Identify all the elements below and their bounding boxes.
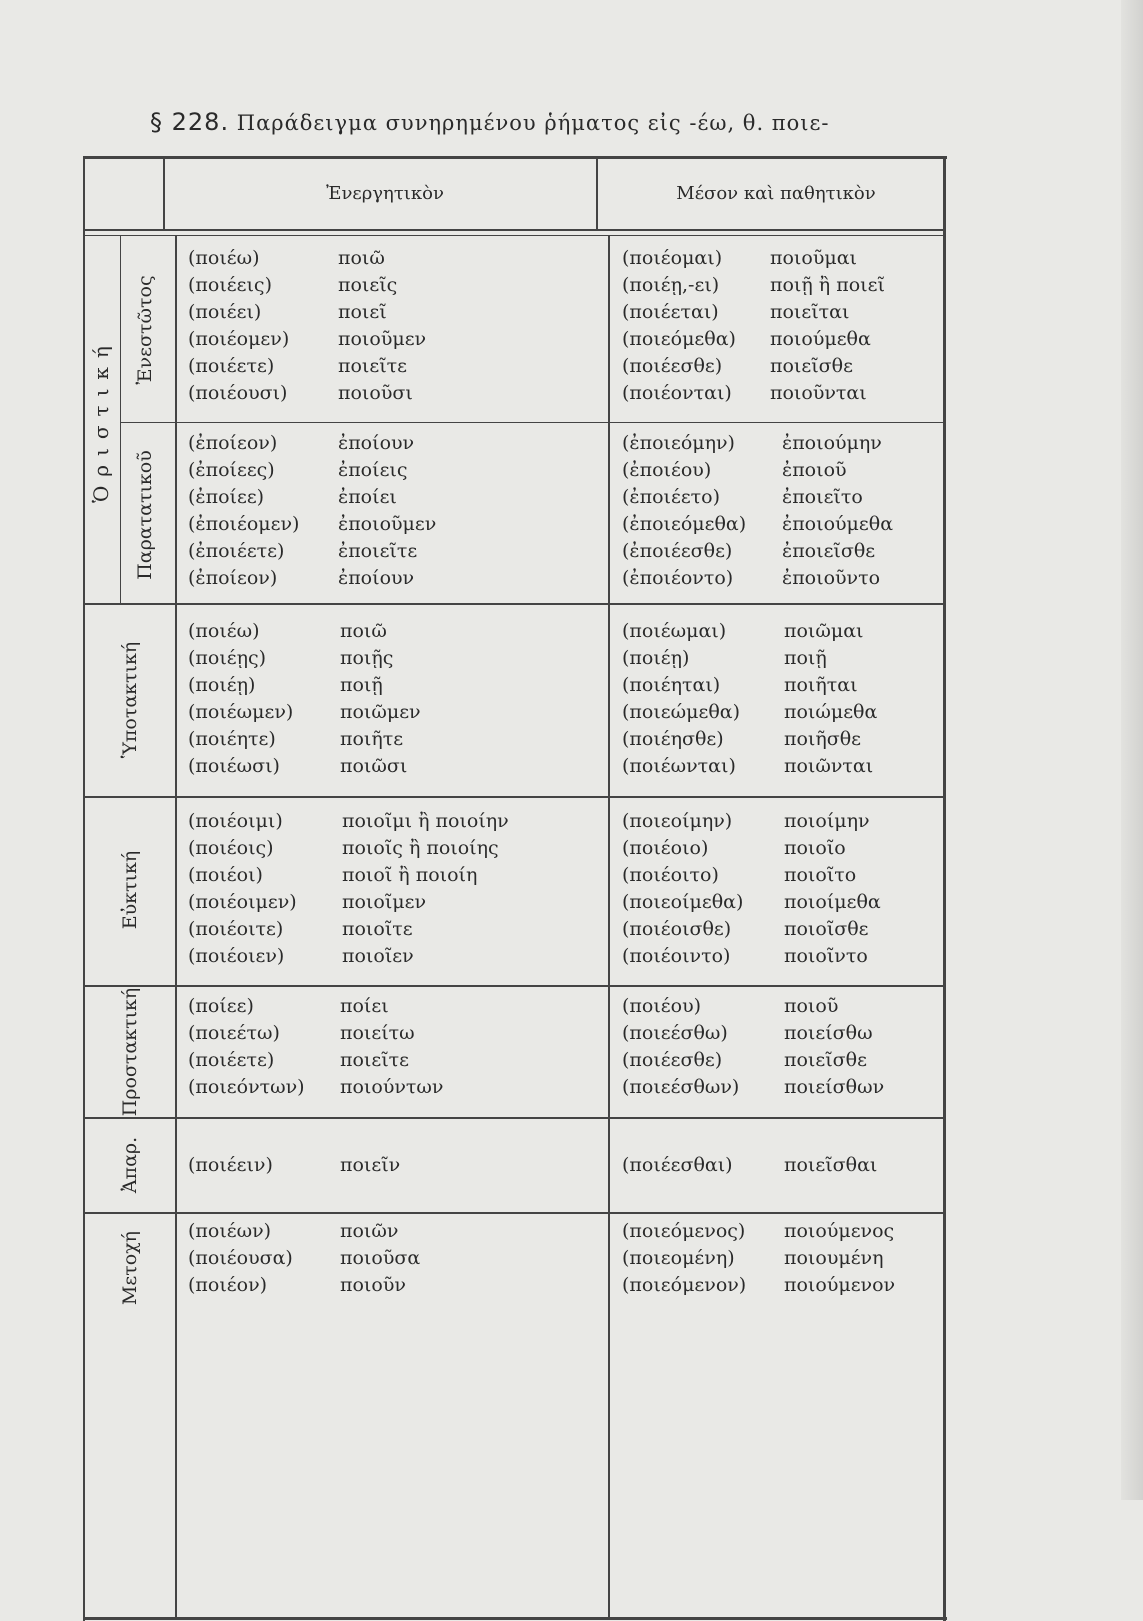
uncontracted-form: (ποιέοιντο)	[622, 945, 731, 967]
uncontracted-form: (ποιεοίμεθα)	[622, 891, 744, 913]
sep-present-imperfect	[120, 422, 944, 423]
uncontracted-form: (ποιέοιτε)	[188, 918, 284, 940]
uncontracted-form: (ἐποίεον)	[188, 432, 278, 454]
mood-label-infinitive: Ἀπαρ.	[119, 1136, 141, 1194]
contracted-form: ποιοῖ ἢ ποιοίη	[342, 864, 478, 886]
uncontracted-form: (ποιέωνται)	[622, 755, 736, 777]
uncontracted-form: (ποιέωμεν)	[188, 701, 294, 723]
uncontracted-form: (ἐποιεόμην)	[622, 432, 735, 454]
contracted-form: ποιοίμην	[784, 810, 870, 832]
uncontracted-form: (ἐποιέομεν)	[188, 513, 300, 535]
section-title: Παράδειγμα συνηρημένου ῥήματος εἰς -έω, θ. ποιε-	[236, 111, 830, 135]
contracted-form: ποιεῖν	[340, 1154, 401, 1176]
uncontracted-form: (ποιέοιτο)	[622, 864, 719, 886]
contracted-form: ἐποιούμην	[782, 432, 882, 454]
sep-infinitive-participle	[83, 1212, 945, 1214]
contracted-form: ποιῆσθε	[784, 728, 862, 750]
page-heading	[150, 108, 1050, 136]
uncontracted-form: (ποιέεσθε)	[622, 1049, 723, 1071]
contracted-form: ἐποίεις	[338, 459, 408, 481]
contracted-form: ἐποιοῦ	[782, 459, 847, 481]
contracted-form: ποιοῦν	[340, 1274, 406, 1296]
contracted-form: ποιεῖσθε	[784, 1049, 867, 1071]
contracted-form: ποιοῖμεν	[342, 891, 427, 913]
contracted-form: ἐποίουν	[338, 432, 415, 454]
mood-label-subjunctive: Ὑποτακτική	[119, 641, 141, 759]
uncontracted-form: (ποιέοιμι)	[188, 810, 283, 832]
contracted-form: ποιώμεθα	[784, 701, 878, 723]
contracted-form: ποιοῦσι	[338, 382, 413, 404]
mood-column-line	[120, 235, 121, 605]
sep-optative-imperative	[83, 985, 945, 987]
uncontracted-form: (ποιέεται)	[622, 301, 719, 323]
uncontracted-form: (ἐποιέοντο)	[622, 567, 734, 589]
page-edge	[1121, 0, 1143, 1500]
header-bottom-line	[83, 229, 945, 231]
uncontracted-form: (ποιεόντων)	[188, 1076, 305, 1098]
uncontracted-form: (ποιέοιεν)	[188, 945, 285, 967]
contracted-form: ποιῇ	[784, 647, 827, 669]
contracted-form: ποιείτω	[340, 1022, 415, 1044]
uncontracted-form: (ποιεόμενος)	[622, 1220, 746, 1242]
mood-label-optative: Εὐκτική	[119, 850, 141, 930]
uncontracted-form: (ποιέοιμεν)	[188, 891, 297, 913]
uncontracted-form: (ποιέειν)	[188, 1154, 273, 1176]
contracted-form: ποιῇς	[340, 647, 394, 669]
contracted-form: ποιοῖς ἢ ποιοίης	[342, 837, 499, 859]
uncontracted-form: (ποιέωσι)	[188, 755, 280, 777]
table-right-border	[943, 156, 946, 1621]
sep-imperfect-subjunctive	[83, 603, 945, 605]
uncontracted-form: (ποίεε)	[188, 995, 254, 1017]
uncontracted-form: (ποιέωμαι)	[622, 620, 727, 642]
contracted-form: ποιεῖς	[338, 274, 398, 296]
contracted-form: ἐποιεῖτε	[338, 540, 418, 562]
contracted-form: ποιοῦμεν	[338, 328, 427, 350]
contracted-form: ἐποιοῦμεν	[338, 513, 437, 535]
uncontracted-form: (ποιέῃ,-ει)	[622, 274, 720, 296]
contracted-form: ποιῶσι	[340, 755, 408, 777]
table-top-border	[83, 156, 947, 159]
uncontracted-form: (ποιέηται)	[622, 674, 721, 696]
uncontracted-form: (ποιέομαι)	[622, 247, 723, 269]
contracted-form: ποιῶμαι	[784, 620, 864, 642]
uncontracted-form: (ποιέεις)	[188, 274, 272, 296]
uncontracted-form: (ποιεόμενον)	[622, 1274, 747, 1296]
uncontracted-form: (ἐποιέετε)	[188, 540, 285, 562]
mood-label-imperative: Προστακτική	[119, 987, 141, 1117]
uncontracted-form: (ποιέοισθε)	[622, 918, 732, 940]
contracted-form: ποιούμενος	[784, 1220, 895, 1242]
uncontracted-form: (ἐποίεον)	[188, 567, 278, 589]
header-bottom-line-2	[83, 235, 945, 236]
uncontracted-form: (ποιεέσθων)	[622, 1076, 740, 1098]
voice-column-line	[596, 158, 598, 230]
label-column-line	[163, 158, 165, 230]
sep-imperative-infinitive	[83, 1117, 945, 1119]
uncontracted-form: (ἐποιεόμεθα)	[622, 513, 747, 535]
contracted-form: ποιῇ	[340, 674, 383, 696]
contracted-form: ποιοῦσα	[340, 1247, 421, 1269]
uncontracted-form: (ποιέοις)	[188, 837, 274, 859]
contracted-form: ποιῆτε	[340, 728, 404, 750]
contracted-form: ἐποιοῦντο	[782, 567, 881, 589]
contracted-form: ποιῆται	[784, 674, 858, 696]
contracted-form: ποίει	[340, 995, 389, 1017]
contracted-form: ποιεῖτε	[340, 1049, 410, 1071]
sep-subjunctive-optative	[83, 796, 945, 798]
uncontracted-form: (ἐποιέετο)	[622, 486, 721, 508]
mood-label-indicative: Ὁριστική	[89, 337, 113, 503]
uncontracted-form: (ποιέονται)	[622, 382, 732, 404]
uncontracted-form: (ποιέουσα)	[188, 1247, 293, 1269]
voice-column-line-body	[608, 235, 610, 1619]
uncontracted-form: (ποιέῃ)	[622, 647, 690, 669]
table-left-border	[83, 156, 85, 1621]
contracted-form: ποιούντων	[340, 1076, 444, 1098]
contracted-form: ποιοῖτε	[342, 918, 413, 940]
contracted-form: ποιείσθω	[784, 1022, 873, 1044]
contracted-form: ποιοῖο	[784, 837, 846, 859]
uncontracted-form: (ἐποίεες)	[188, 459, 275, 481]
uncontracted-form: (ποιεόμεθα)	[622, 328, 736, 350]
uncontracted-form: (ποιεοίμην)	[622, 810, 733, 832]
contracted-form: ποιῶ	[340, 620, 387, 642]
contracted-form: ποιῶν	[340, 1220, 399, 1242]
contracted-form: ἐποίουν	[338, 567, 415, 589]
contracted-form: ἐποιεῖσθε	[782, 540, 876, 562]
uncontracted-form: (ποιέεσθαι)	[622, 1154, 733, 1176]
label-column-line-body	[175, 235, 177, 1619]
contracted-form: ποιοῖντο	[784, 945, 868, 967]
tense-label-present: Ἐνεστῶτος	[134, 275, 156, 385]
uncontracted-form: (ποιεομένη)	[622, 1247, 735, 1269]
uncontracted-form: (ποιέω)	[188, 620, 260, 642]
uncontracted-form: (ποιέων)	[188, 1220, 272, 1242]
uncontracted-form: (ποιέει)	[188, 301, 262, 323]
uncontracted-form: (ἐποίεε)	[188, 486, 265, 508]
mood-label-participle: Μετοχή	[119, 1230, 141, 1306]
uncontracted-form: (ἐποιέεσθε)	[622, 540, 733, 562]
uncontracted-form: (ἐποιέου)	[622, 459, 712, 481]
contracted-form: ποιῶ	[338, 247, 385, 269]
contracted-form: ποιοῖτο	[784, 864, 857, 886]
contracted-form: ποιούμενον	[784, 1274, 896, 1296]
uncontracted-form: (ποιέοι)	[188, 864, 263, 886]
contracted-form: ποιοῖεν	[342, 945, 414, 967]
contracted-form: ποιοῦμαι	[770, 247, 857, 269]
contracted-form: ποιεῖ	[338, 301, 387, 323]
uncontracted-form: (ποιέουσι)	[188, 382, 288, 404]
contracted-form: ἐποιούμεθα	[782, 513, 894, 535]
uncontracted-form: (ποιέητε)	[188, 728, 276, 750]
contracted-form: ποιεῖσθαι	[784, 1154, 878, 1176]
uncontracted-form: (ποιέον)	[188, 1274, 268, 1296]
contracted-form: ποιοῖσθε	[784, 918, 869, 940]
contracted-form: ποιῶνται	[784, 755, 874, 777]
active-voice-header: Ἐνεργητικὸν	[326, 183, 444, 204]
contracted-form: ποιοῦ	[784, 995, 839, 1017]
contracted-form: ποιούμεθα	[770, 328, 871, 350]
uncontracted-form: (ποιέου)	[622, 995, 702, 1017]
uncontracted-form: (ποιέῃς)	[188, 647, 267, 669]
section-number: § 228.	[150, 108, 230, 136]
uncontracted-form: (ποιεέτω)	[188, 1022, 280, 1044]
contracted-form: ποιεῖσθε	[770, 355, 853, 377]
uncontracted-form: (ποιέω)	[188, 247, 260, 269]
contracted-form: ποιεῖται	[770, 301, 850, 323]
contracted-form: ἐποιεῖτο	[782, 486, 863, 508]
contracted-form: ἐποίει	[338, 486, 397, 508]
tense-label-imperfect: Παρατατικοῦ	[134, 450, 156, 580]
uncontracted-form: (ποιέοιο)	[622, 837, 709, 859]
uncontracted-form: (ποιέετε)	[188, 355, 275, 377]
contracted-form: ποιουμένη	[784, 1247, 884, 1269]
contracted-form: ποιοῖμι ἢ ποιοίην	[342, 810, 509, 832]
uncontracted-form: (ποιέετε)	[188, 1049, 275, 1071]
contracted-form: ποιοίμεθα	[784, 891, 881, 913]
uncontracted-form: (ποιέῃ)	[188, 674, 256, 696]
uncontracted-form: (ποιεώμεθα)	[622, 701, 740, 723]
contracted-form: ποιῇ ἢ ποιεῖ	[770, 274, 885, 296]
contracted-form: ποιῶμεν	[340, 701, 421, 723]
contracted-form: ποιείσθων	[784, 1076, 885, 1098]
middle-voice-header: Μέσον καὶ παθητικὸν	[676, 183, 876, 204]
contracted-form: ποιεῖτε	[338, 355, 408, 377]
uncontracted-form: (ποιέομεν)	[188, 328, 290, 350]
uncontracted-form: (ποιεέσθω)	[622, 1022, 728, 1044]
table-bottom-border	[83, 1617, 947, 1620]
contracted-form: ποιοῦνται	[770, 382, 867, 404]
uncontracted-form: (ποιέησθε)	[622, 728, 724, 750]
uncontracted-form: (ποιέεσθε)	[622, 355, 723, 377]
